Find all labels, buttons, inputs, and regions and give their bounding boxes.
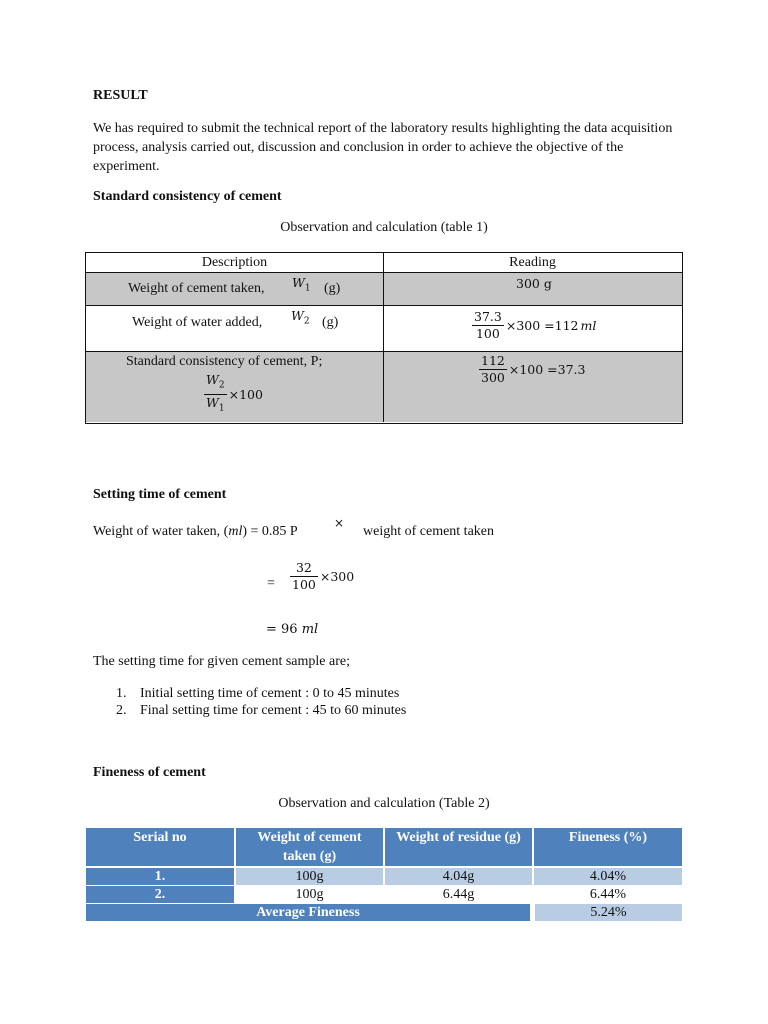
list-item: 2. Final setting time for cement : 45 to 60 minutes: [116, 703, 407, 718]
row2-formula: $\frac{37.3}{100}$ ×300 =112 ml: [474, 309, 597, 341]
row2-unit: (g): [322, 315, 339, 330]
table1-row-cement: [86, 273, 682, 306]
table1-row3-reading: [384, 352, 681, 422]
times-symbol: ×: [334, 516, 345, 530]
row2-symbol: $W_2$: [291, 308, 310, 327]
row2-label: Weight of water added,: [132, 315, 263, 330]
section-heading-fineness: Fineness of cement: [93, 765, 206, 780]
table2-row2-cement: 100g: [236, 886, 383, 903]
table2-header-fineness: Fineness (%): [534, 828, 682, 866]
row3-formula: $\frac{W_2}{W_1}$ ×100: [206, 372, 263, 413]
row1-unit: (g): [324, 281, 341, 296]
row1-value: 300 g: [516, 276, 552, 291]
table1-row-water: [86, 306, 682, 352]
table1-row2-desc: [86, 306, 384, 351]
row1-label: Weight of cement taken,: [128, 281, 265, 296]
table2-average-label: Average Fineness: [86, 904, 530, 921]
water-formula-suffix: weight of cement taken: [363, 524, 495, 539]
table2-row2-fineness: 6.44%: [534, 886, 682, 903]
table1-row3-desc: [86, 352, 384, 422]
table1-header-reading: Reading: [509, 255, 556, 270]
table2-row1-cement: 100g: [236, 868, 383, 885]
table2-row1-serial: 1.: [86, 868, 234, 885]
table1-row2-reading: [384, 306, 681, 351]
setting-list: [116, 685, 406, 719]
table1-row1-reading: [384, 273, 681, 305]
table2-row1-residue: 4.04g: [385, 868, 532, 885]
table2-header-cement: Weight of cement taken (g): [236, 828, 383, 866]
list-item: 1. Initial setting time of cement : 0 to 45 minutes: [116, 686, 400, 701]
equals-sign: =: [267, 576, 275, 591]
table1-row-consistency: [86, 352, 682, 422]
result-heading: RESULT: [93, 88, 148, 103]
row1-symbol: $W_1$: [292, 275, 311, 294]
setting-result: = 96 ml: [266, 622, 319, 637]
table2-row2-residue: 6.44g: [385, 886, 532, 903]
table2-header-residue: Weight of residue (g): [385, 828, 532, 866]
water-formula-line: Weight of water taken, (ml) = 0.85 P: [93, 524, 298, 539]
table1-row1-desc: [86, 273, 384, 305]
table-1: [85, 252, 683, 424]
table2-row2-serial: 2.: [86, 886, 234, 903]
row3-result: $\frac{112}{300}$ ×100 =37.3: [481, 353, 586, 385]
table2-row1-fineness: 4.04%: [534, 868, 682, 885]
setting-fraction: $\frac{32}{100}$ ×300: [292, 560, 355, 592]
setting-time-intro: The setting time for given cement sample are;: [93, 654, 350, 669]
section-heading-setting: Setting time of cement: [93, 487, 227, 502]
table1-header-description: Description: [86, 253, 384, 272]
table2-caption: Observation and calculation (Table 2): [278, 796, 490, 811]
table2-average-value: 5.24%: [535, 904, 682, 921]
intro-paragraph: We has required to submit the technical report of the laboratory results highlighting the data acquisition process, analysis carried out, discussion and conclusion in order to achieve the objective of the experiment.: [93, 121, 673, 174]
table2-header-serial: Serial no: [86, 828, 234, 866]
row3-label: Standard consistency of cement, P;: [126, 354, 323, 369]
table1-header-row: [86, 253, 682, 273]
section-heading-consistency: Standard consistency of cement: [93, 189, 282, 204]
table1-caption: Observation and calculation (table 1): [280, 220, 488, 235]
